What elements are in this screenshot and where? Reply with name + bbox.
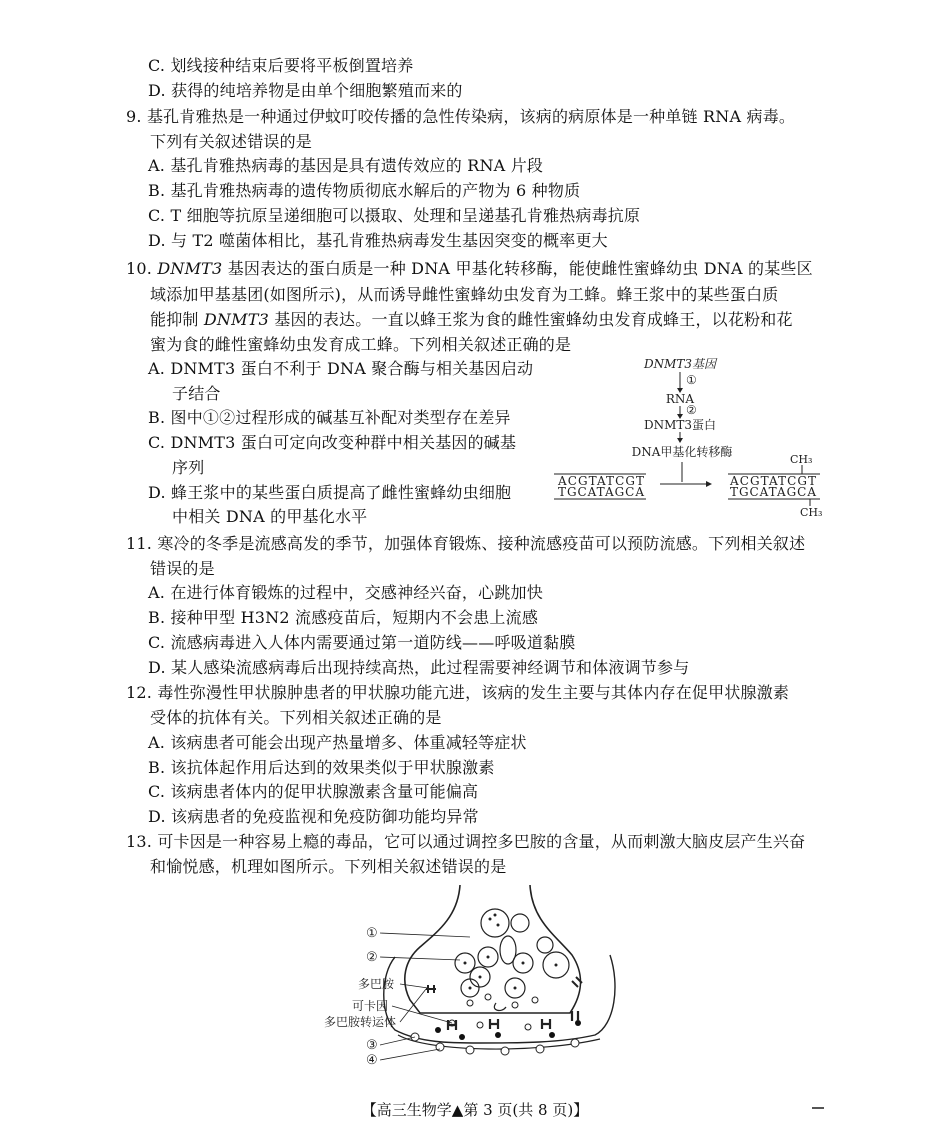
fig13-label3: ③: [366, 1038, 378, 1053]
fig10-seq-top-left: ACGTATCGT: [558, 474, 644, 488]
lines2-line-11: D. 该病患者的免疫监视和免疫防御功能均异常: [148, 807, 479, 826]
lines-line-0: C. 划线接种结束后要将平板倒置培养: [148, 56, 414, 75]
lines2-line-3: B. 接种甲型 H3N2 流感疫苗后，短期内不会患上流感: [148, 608, 539, 627]
lines2-line-5: D. 某人感染流感病毒后出现持续高热，此过程需要神经调节和体液调节参与: [148, 658, 690, 677]
page-footer: 【高三生物学▲第 3 页(共 8 页)】: [361, 1101, 589, 1119]
lines2-line-8: A. 该病患者可能会出现产热量增多、体重减轻等症状: [148, 733, 527, 752]
fig10-seq-bottom-left: TGCATAGCA: [558, 485, 644, 499]
lines2-line-4: C. 流感病毒进入人体内需要通过第一道防线——呼吸道黏膜: [148, 633, 576, 652]
lines2-line-13: 和愉悦感，机理如图所示。下列相关叙述错误的是: [150, 857, 507, 876]
q10-gene-name-2: DNMT3: [203, 310, 269, 329]
lines-line-1: D. 获得的纯培养物是由单个细胞繁殖而来的: [148, 81, 463, 100]
fig13-transporter-label: 多巴胺转运体: [324, 1015, 397, 1029]
lines2-line-10: C. 该病患者体内的促甲状腺激素含量可能偏高: [148, 782, 479, 801]
q10-option-a: A. DNMT3 蛋白不利于 DNA 聚合酶与相关基因启动: [148, 359, 534, 378]
q10-option-d-cont: 中相关 DNA 的甲基化水平: [172, 507, 368, 526]
lines2-line-2: A. 在进行体育锻炼的过程中，交感神经兴奋，心跳加快: [148, 583, 543, 602]
lines-line-7: D. 与 T2 噬菌体相比，基孔肯雅热病毒发生基因突变的概率更大: [148, 231, 608, 250]
lines2-line-7: 受体的抗体有关。下列相关叙述正确的是: [150, 708, 442, 727]
dnmt3-methylation-figure: [550, 352, 830, 522]
q10-line2: 域添加甲基基团(如图所示)，从而诱导雌性蜜蜂幼虫发育为工蜂。蜂王浆中的某些蛋白质: [150, 285, 779, 304]
fig13-cocaine-label: 可卡因: [352, 999, 389, 1013]
lines-line-6: C. T 细胞等抗原呈递细胞可以摄取、处理和呈递基孔肯雅热病毒抗原: [148, 206, 641, 225]
fig10-enzyme: DNA甲基化转移酶: [631, 445, 733, 459]
fig10-methyl-bottom: CH₃: [800, 506, 823, 519]
q10-option-a-cont: 子结合: [172, 384, 221, 403]
lines2-line-0: 11. 寒冷的冬季是流感高发的季节，加强体育锻炼、接种流感疫苗可以预防流感。下列相关叙述: [126, 534, 806, 553]
lines2-line-6: 12. 毒性弥漫性甲状腺肿患者的甲状腺功能亢进，该病的发生主要与其体内存在促甲状腺激素: [126, 683, 790, 702]
fig13-label4: ④: [366, 1053, 378, 1065]
lines-line-2: 9. 基孔肯雅热是一种通过伊蚊叮咬传播的急性传染病，该病的病原体是一种单链 RNA 病毒。: [126, 107, 796, 126]
q10-option-c: C. DNMT3 蛋白可定向改变种群中相关基因的碱基: [148, 433, 517, 452]
footer-mark: [812, 1107, 824, 1109]
lines2-line-12: 13. 可卡因是一种容易上瘾的毒品，它可以通过调控多巴胺的含量，从而刺激大脑皮层产生兴奋: [126, 832, 806, 851]
fig10-gene-label: DNMT3基因: [643, 357, 717, 371]
fig10-protein: DNMT3蛋白: [643, 418, 717, 432]
q10-option-b: B. 图中①②过程形成的碱基互补配对类型存在差异: [148, 408, 511, 427]
fig10-step2: ②: [686, 403, 697, 417]
fig10-step1: ①: [686, 373, 697, 387]
lines-line-3: 下列有关叙述错误的是: [150, 132, 313, 151]
lines2-line-9: B. 该抗体起作用后达到的效果类似于甲状腺激素: [148, 758, 495, 777]
fig10-seq-bottom-right: TGCATAGCA: [730, 485, 816, 499]
q10-line3: 能抑制 DNMT3 基因的表达。一直以蜂王浆为食的雌性蜜蜂幼虫发育成蜂王，以花粉和花: [150, 310, 793, 329]
q10-line1: 10. DNMT3 基因表达的蛋白质是一种 DNA 甲基化转移酶，能使雌性蜜蜂幼虫 DNA 的某些区: [126, 259, 813, 278]
q10-option-c-cont: 序列: [172, 458, 205, 477]
fig13-dopamine-label: 多巴胺: [358, 977, 395, 991]
q10-number: 10.: [126, 259, 153, 278]
fig13-label1: ①: [366, 926, 378, 941]
q10-line4: 蜜为食的雌性蜜蜂幼虫发育成工蜂。下列相关叙述正确的是: [150, 335, 572, 354]
lines-line-5: B. 基孔肯雅热病毒的遗传物质彻底水解后的产物为 6 种物质: [148, 181, 581, 200]
q10-gene-name: DNMT3: [157, 259, 223, 278]
q10-option-d: D. 蜂王浆中的某些蛋白质提高了雌性蜜蜂幼虫细胞: [148, 483, 512, 502]
fig10-rna: RNA: [665, 392, 695, 406]
lines2-line-1: 错误的是: [150, 559, 215, 578]
fig10-methyl-top: CH₃: [790, 453, 813, 466]
lines-line-4: A. 基孔肯雅热病毒的基因是具有遗传效应的 RNA 片段: [148, 156, 544, 175]
synapse-figure: [320, 885, 630, 1065]
fig13-label2: ②: [366, 950, 378, 965]
fig10-seq-top-right: ACGTATCGT: [730, 474, 816, 488]
